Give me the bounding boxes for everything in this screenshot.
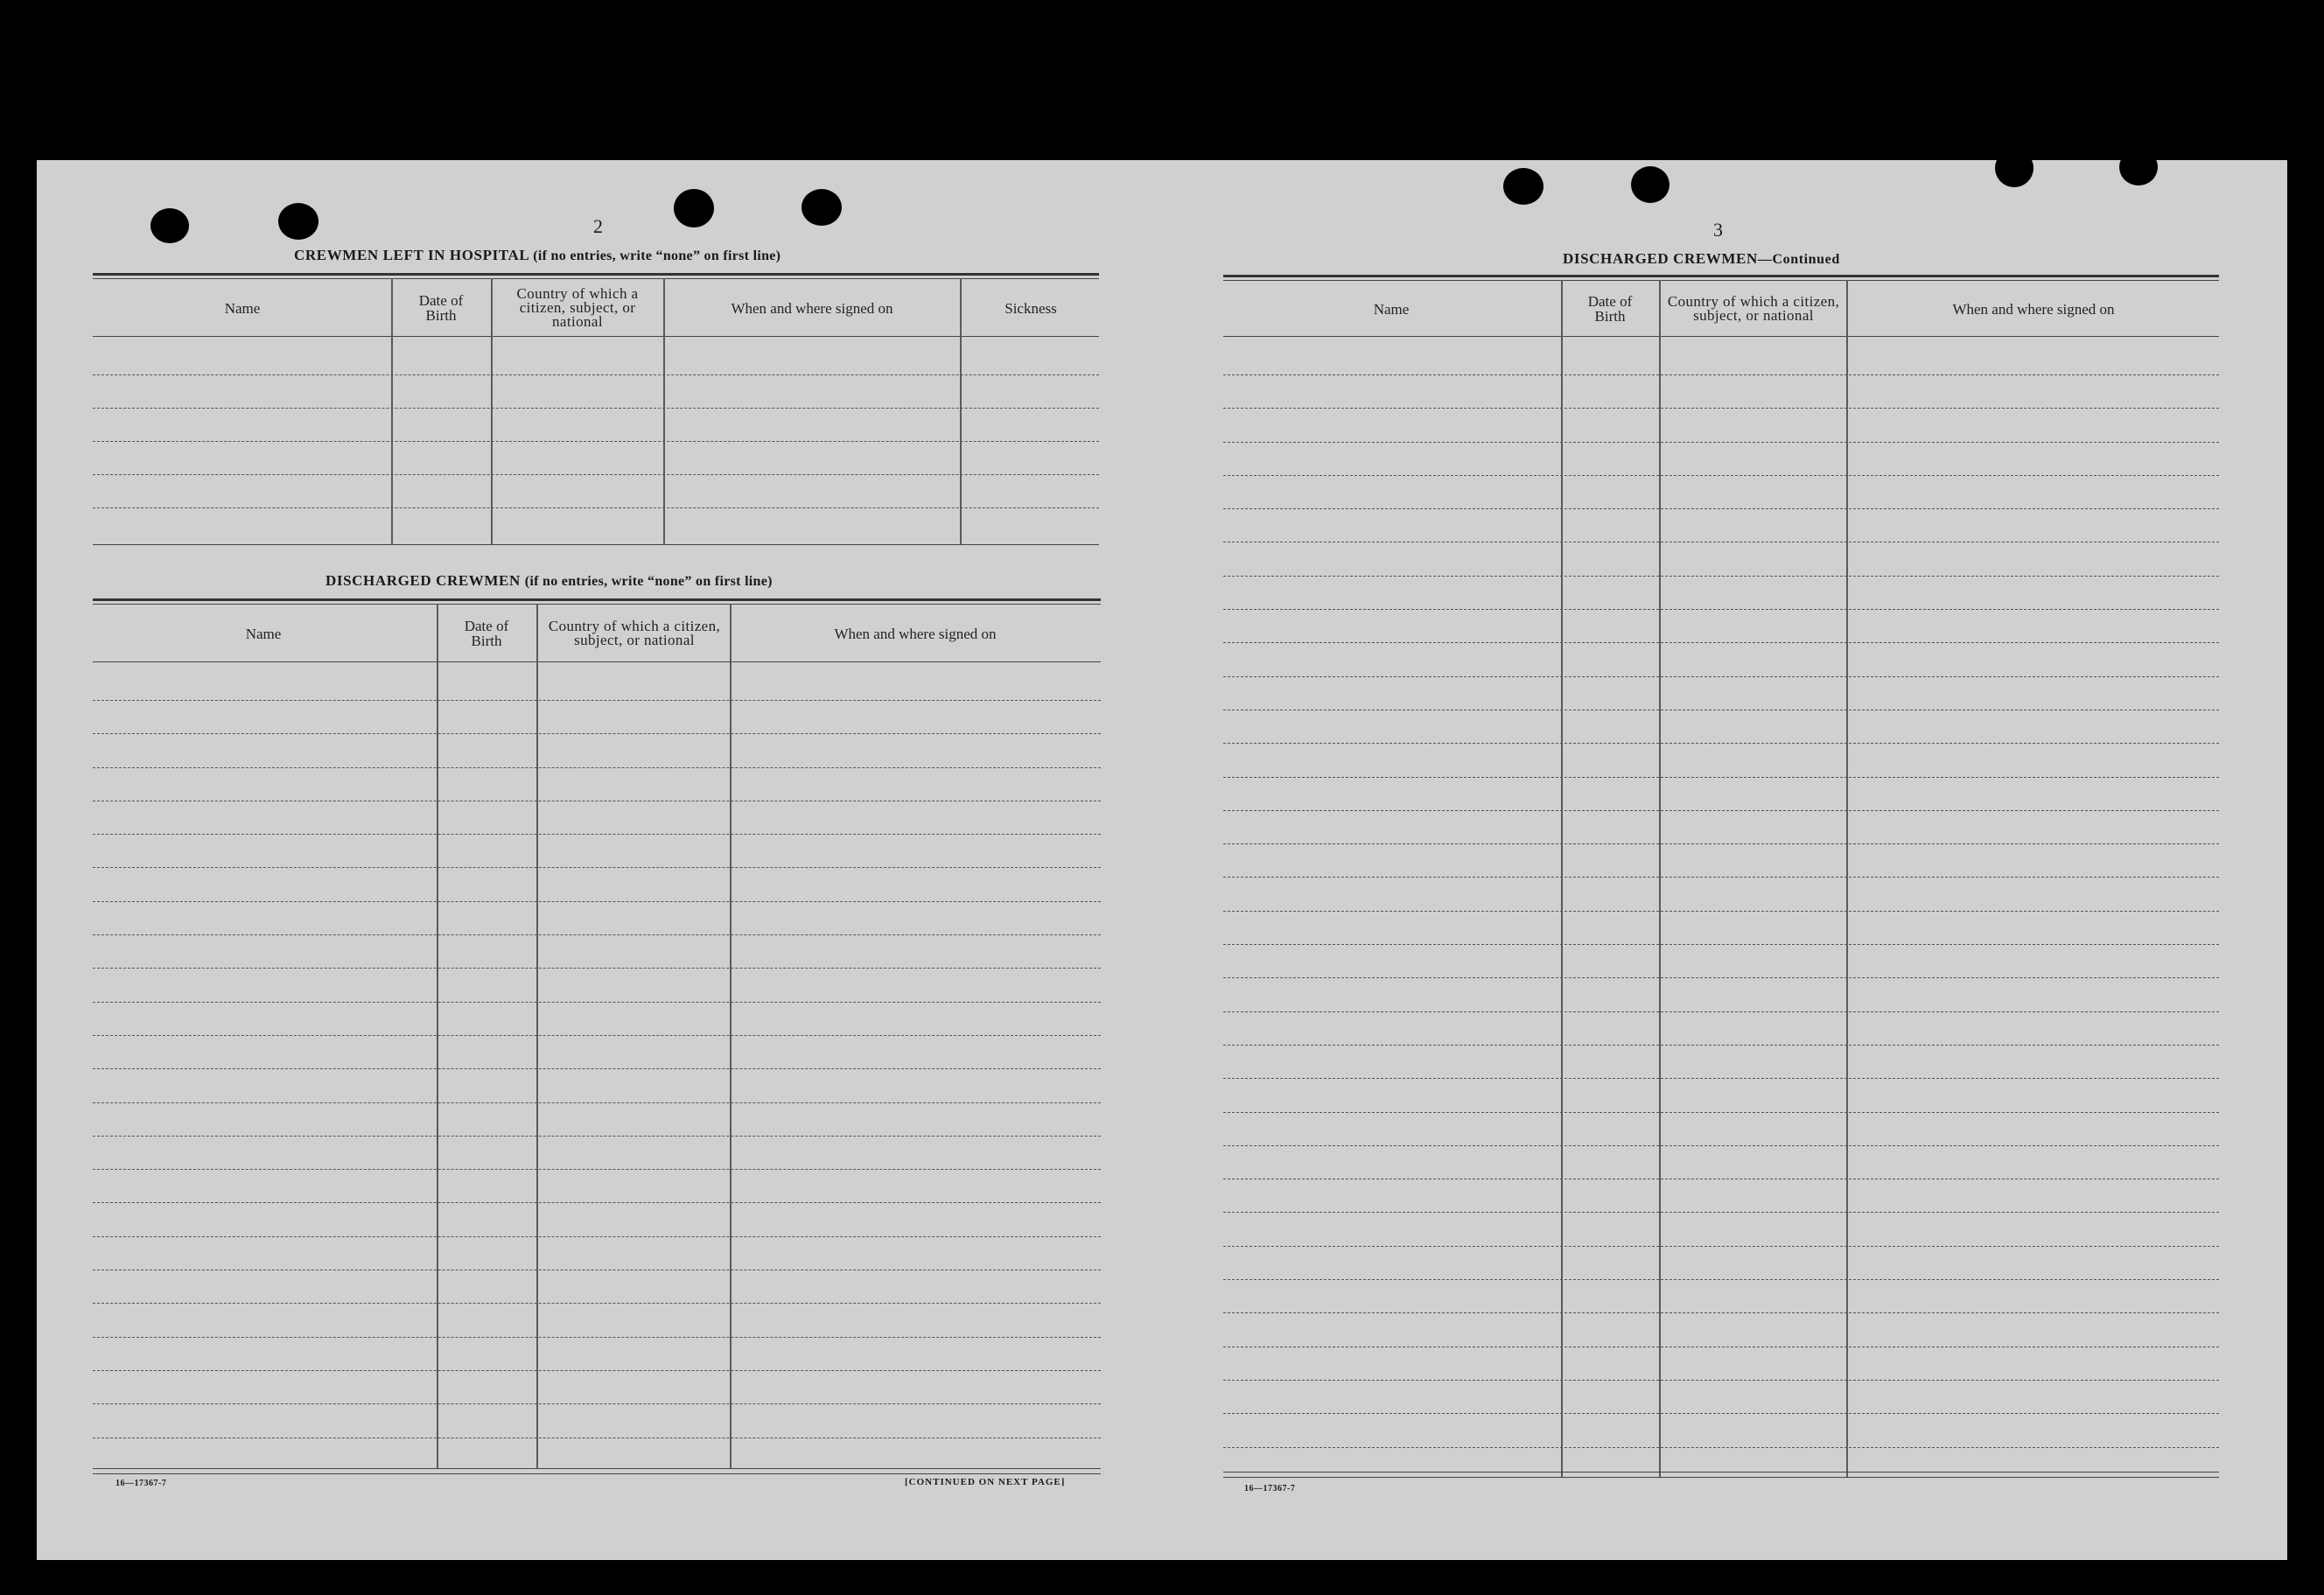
- column-divider: [663, 278, 665, 545]
- discharged-continued-title-text: DISCHARGED CREWMEN: [1563, 250, 1758, 267]
- entry-line: [93, 834, 1101, 835]
- entry-line: [93, 1002, 1101, 1003]
- column-header-name: Name: [245, 625, 282, 642]
- entry-line: [1223, 609, 2219, 610]
- table-rule: [1223, 1477, 2219, 1478]
- entry-line: [93, 1337, 1101, 1338]
- form-code: 16—17367-7: [116, 1479, 167, 1488]
- column-header-country: Country of which a citizen, subject, or national: [516, 285, 639, 330]
- column-divider: [1561, 280, 1563, 1477]
- continued-note: [CONTINUED ON NEXT PAGE]: [905, 1477, 1066, 1487]
- entry-line: [93, 1303, 1101, 1304]
- entry-line: [1223, 1447, 2219, 1448]
- table-rule: [93, 278, 1099, 279]
- table-rule: [93, 604, 1101, 605]
- page-number: 2: [593, 215, 603, 237]
- page-number: 3: [1713, 219, 1723, 241]
- table-rule: [93, 661, 1101, 662]
- discharged-title-text: DISCHARGED CREWMEN: [326, 572, 521, 589]
- column-header-date-of-birth: Date of Birth: [1587, 293, 1633, 325]
- entry-line: [93, 474, 1099, 475]
- column-header-date-of-birth: Date of Birth: [418, 292, 464, 324]
- entry-line: [1223, 576, 2219, 577]
- column-divider: [960, 278, 962, 545]
- column-divider: [391, 278, 393, 545]
- entry-line: [1223, 1279, 2219, 1280]
- entry-line: [1223, 1011, 2219, 1012]
- entry-line: [93, 700, 1101, 701]
- entry-line: [1223, 508, 2219, 509]
- entry-line: [1223, 1045, 2219, 1046]
- column-header-when-where: When and where signed on: [1952, 300, 2115, 318]
- column-divider: [1659, 280, 1661, 1477]
- entry-line: [93, 968, 1101, 969]
- entry-line: [1223, 877, 2219, 878]
- entry-line: [1223, 1413, 2219, 1414]
- punch-hole: [674, 189, 714, 227]
- column-header-name: Name: [1373, 300, 1410, 318]
- table-rule: [93, 544, 1099, 545]
- table-rule: [1223, 336, 2219, 337]
- punch-hole: [802, 189, 842, 226]
- table-rule: [1223, 280, 2219, 281]
- column-header-when-where: When and where signed on: [731, 299, 893, 317]
- entry-line: [1223, 1145, 2219, 1146]
- entry-line: [93, 867, 1101, 868]
- entry-line: [1223, 810, 2219, 811]
- punch-hole: [1995, 149, 2034, 187]
- entry-line: [93, 1370, 1101, 1371]
- column-header-date-of-birth: Date of Birth: [464, 618, 509, 649]
- entry-line: [1223, 777, 2219, 778]
- entry-line: [1223, 374, 2219, 375]
- column-header-country: Country of which a citizen, subject, or national: [548, 618, 721, 648]
- entry-line: [93, 1068, 1101, 1069]
- entry-line: [1223, 977, 2219, 978]
- column-header-sickness: Sickness: [1004, 299, 1057, 317]
- entry-line: [93, 441, 1099, 442]
- column-divider: [491, 278, 493, 545]
- entry-line: [1223, 1312, 2219, 1313]
- table-rule: [93, 273, 1099, 276]
- discharged-continued-title: [1563, 250, 1840, 268]
- entry-line: [1223, 911, 2219, 912]
- column-header-when-where: When and where signed on: [834, 625, 997, 642]
- entry-line: [1223, 1212, 2219, 1213]
- punch-hole: [150, 208, 189, 243]
- entry-line: [1223, 1112, 2219, 1113]
- form-sheet: [37, 160, 2287, 1560]
- punch-hole: [1503, 168, 1544, 205]
- table-rule: [93, 1468, 1101, 1469]
- entry-line: [93, 733, 1101, 734]
- hospital-title-note: (if no entries, write “none” on first line): [533, 248, 781, 263]
- entry-line: [93, 374, 1099, 375]
- entry-line: [1223, 1078, 2219, 1079]
- table-rule: [1223, 1472, 2219, 1473]
- entry-line: [93, 1403, 1101, 1404]
- continued-suffix: —Continued: [1757, 252, 1840, 267]
- punch-hole: [1631, 166, 1670, 203]
- entry-line: [1223, 676, 2219, 677]
- entry-line: [93, 1035, 1101, 1036]
- discharged-title-note: (if no entries, write “none” on first line): [524, 574, 773, 589]
- hospital-section-title: [294, 247, 780, 264]
- entry-line: [1223, 408, 2219, 409]
- entry-line: [93, 1169, 1101, 1170]
- entry-line: [1223, 642, 2219, 643]
- entry-line: [1223, 1380, 2219, 1381]
- column-divider: [1846, 280, 1848, 1477]
- entry-line: [93, 1102, 1101, 1103]
- entry-line: [1223, 944, 2219, 945]
- entry-line: [1223, 1246, 2219, 1247]
- column-header-country: Country of which a citizen, subject, or national: [1667, 293, 1840, 324]
- column-header-name: Name: [224, 299, 261, 317]
- table-rule: [93, 336, 1099, 337]
- entry-line: [93, 1236, 1101, 1237]
- punch-hole: [278, 203, 318, 240]
- punch-hole: [2119, 149, 2158, 185]
- entry-line: [93, 767, 1101, 768]
- entry-line: [1223, 743, 2219, 744]
- form-code: 16—17367-7: [1244, 1484, 1296, 1494]
- entry-line: [93, 408, 1099, 409]
- entry-line: [1223, 475, 2219, 476]
- entry-line: [93, 901, 1101, 902]
- entry-line: [1223, 843, 2219, 844]
- hospital-title-text: CREWMEN LEFT IN HOSPITAL: [294, 247, 529, 263]
- entry-line: [93, 1136, 1101, 1137]
- entry-line: [1223, 442, 2219, 443]
- table-rule: [1223, 275, 2219, 277]
- entry-line: [93, 1202, 1101, 1203]
- table-rule: [93, 598, 1101, 601]
- discharged-section-title: [326, 572, 773, 590]
- table-rule: [93, 1473, 1101, 1474]
- entry-line: [93, 507, 1099, 508]
- entry-line: [93, 934, 1101, 935]
